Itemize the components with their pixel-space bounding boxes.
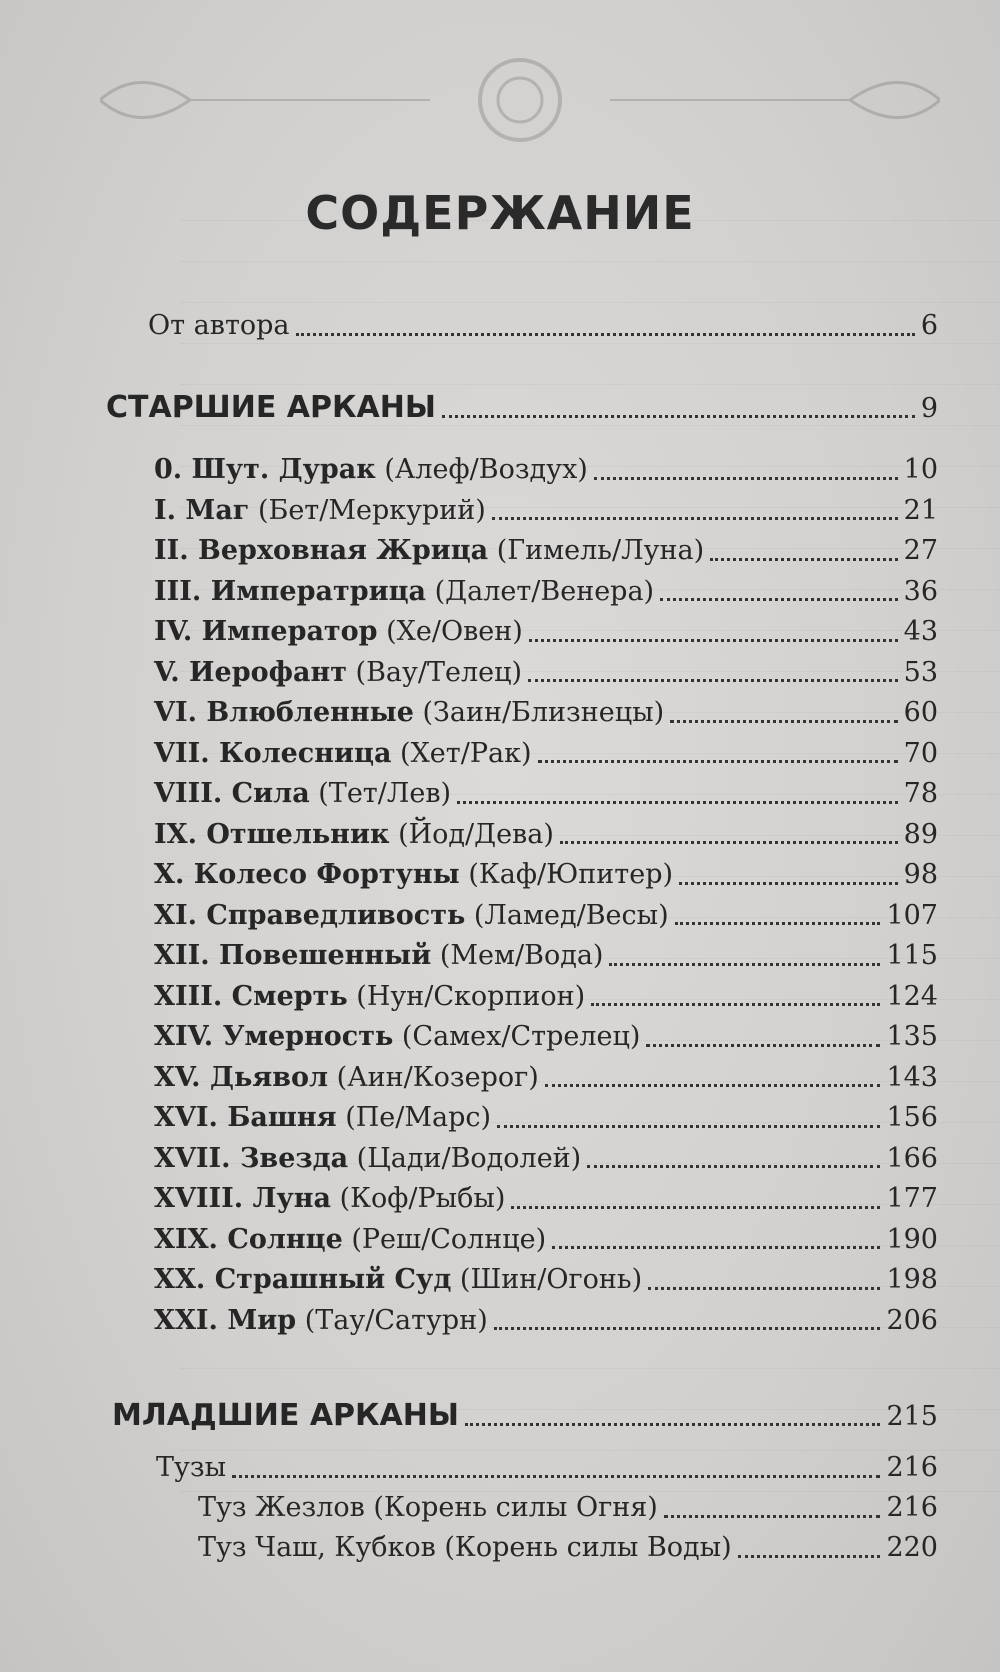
toc-entry-label: Туз Жезлов (Корень силы Огня) [198,1492,658,1523]
arcana-correspondence: (Йод/Дева) [389,818,554,850]
toc-entry-major-arcana [154,533,938,569]
toc-entry-label [154,938,603,974]
toc-entry-label [154,655,522,691]
leader-dots [538,760,898,763]
toc-entry-major-arcana [154,1303,938,1339]
toc-page-number: 216 [886,1452,938,1483]
leader-dots [494,1327,881,1330]
arcana-correspondence: (Коф/Рыбы) [331,1183,506,1214]
toc-entry-label [154,533,704,569]
toc-page-number: 190 [886,1223,938,1255]
page-title: СОДЕРЖАНИЕ [305,186,695,240]
toc-page-number: 198 [886,1264,938,1295]
toc-entry-label [154,1262,642,1298]
arcana-name: I. Маг [154,494,250,526]
toc-page-number: 220 [886,1532,938,1563]
toc-page-number: 215 [886,1401,938,1432]
leader-dots [648,1287,880,1290]
header-ornament-icon [100,55,940,145]
toc-entry-major-arcana [154,979,938,1015]
arcana-correspondence: (Гимель/Луна) [488,535,705,566]
leader-dots [529,639,898,642]
toc-entry-label [154,776,451,812]
arcana-correspondence: (Цади/Водолей) [348,1142,582,1174]
arcana-name: XIV. Умерность [154,1021,394,1052]
arcana-name: X. Колесо Фортуны [154,859,460,890]
toc-page-number: 115 [886,940,938,971]
leader-dots [465,1423,881,1426]
leader-dots [609,963,880,966]
toc-page-number: 166 [886,1142,938,1174]
toc-entry-label [154,452,588,488]
toc-entry-label [154,1100,491,1136]
toc-page-number: 206 [886,1304,938,1336]
toc-entry-label [154,614,523,650]
arcana-correspondence: (Вау/Телец) [346,656,523,688]
toc-page-number: 10 [903,454,938,485]
arcana-correspondence: (Нун/Скорпион) [347,980,586,1012]
toc-page-number: 60 [903,697,938,728]
toc-entry-label: Туз Чаш, Кубков (Корень силы Воды) [198,1532,732,1563]
arcana-name: 0. Шут. Дурак [154,454,376,485]
toc-entry-major-arcana [154,614,938,650]
toc-entry-label [154,1141,581,1177]
toc-page-number: 216 [886,1492,938,1523]
toc-page-number: 53 [903,656,938,688]
toc-entry-major-arcana [154,736,938,772]
leader-dots [552,1246,880,1249]
arcana-correspondence: (Ламед/Весы) [465,899,669,931]
toc-entry-label [154,1019,640,1055]
toc-entry-major-arcana [154,1141,938,1177]
toc-entry-major-arcana [154,898,938,934]
toc-page-number: 70 [903,737,938,769]
arcana-correspondence: (Бет/Меркурий) [249,494,486,526]
arcana-name: IX. Отшельник [154,818,390,850]
toc-page-number: 27 [903,535,938,566]
arcana-name: II. Верховная Жрица [154,535,489,566]
arcana-correspondence: (Аин/Козерог) [328,1061,539,1093]
leader-dots [664,1515,881,1518]
arcana-name: XV. Дьявол [154,1061,329,1093]
leader-dots [457,801,898,804]
toc-entry-major-arcana [154,1222,938,1258]
toc-page-number: 135 [886,1021,938,1052]
leader-dots [497,1125,880,1128]
toc-page-number: 143 [886,1061,938,1093]
leader-dots [591,1003,880,1006]
section-heading: МЛАДШИЕ АРКАНЫ [112,1398,459,1433]
section-heading: СТАРШИЕ АРКАНЫ [106,390,436,425]
leader-dots [545,1084,881,1087]
arcana-name: XVIII. Луна [154,1183,332,1214]
toc-entry-label: От автора [148,310,290,341]
arcana-name: XXI. Мир [154,1304,297,1336]
arcana-name: XIX. Солнце [154,1223,343,1255]
toc-entry-label [154,898,669,934]
arcana-correspondence: (Мем/Вода) [431,940,604,971]
leader-dots [442,415,915,418]
arcana-name: XVI. Башня [154,1102,337,1133]
arcana-name: XII. Повешенный [154,940,432,971]
toc-section-minor-arcana [112,1398,938,1435]
arcana-name: V. Иерофант [154,656,347,688]
toc-entry-major-arcana [154,1060,938,1096]
leader-dots [660,598,898,601]
leader-dots [679,882,898,885]
toc-entry-major-arcana [154,452,938,488]
toc-section-major-arcana [106,390,938,427]
toc-entry-ace-cups [198,1530,938,1566]
arcana-name: III. Императрица [154,575,427,607]
leader-dots [528,679,898,682]
leader-dots [492,517,898,520]
toc-entry-major-arcana [154,655,938,691]
leader-dots [738,1555,881,1558]
arcana-correspondence: (Тет/Лев) [309,778,452,809]
toc-entry-major-arcana [154,1181,938,1217]
toc-entry-label [154,857,673,893]
leader-dots [710,558,897,561]
leader-dots [560,841,898,844]
arcana-correspondence: (Тау/Сатурн) [296,1304,488,1336]
arcana-correspondence: (Реш/Солнце) [342,1223,547,1255]
leader-dots [296,333,915,336]
toc-entry-major-arcana [154,938,938,974]
arcana-correspondence: (Хе/Овен) [377,616,523,647]
toc-page-number: 98 [903,859,938,890]
arcana-correspondence: (Алеф/Воздух) [375,454,588,485]
leader-dots [670,720,898,723]
toc-entry-major-arcana [154,1100,938,1136]
toc-entry-major-arcana [154,776,938,812]
toc-entry-major-arcana [154,857,938,893]
toc-page-number: 156 [886,1102,938,1133]
arcana-name: XI. Справедливость [154,899,466,931]
toc-entry-label [154,1222,546,1258]
leader-dots [594,477,898,480]
arcana-correspondence: (Заин/Близнецы) [413,697,665,728]
toc-entry-major-arcana [154,817,938,853]
arcana-correspondence: (Самех/Стрелец) [393,1021,641,1052]
toc-entry-ace-wands [198,1490,938,1526]
toc-entry-label [154,1181,505,1217]
toc-entry-label [154,695,664,731]
toc-entry-author-note [148,308,938,344]
toc-entry-aces [156,1450,938,1486]
toc-entry-major-arcana [154,1019,938,1055]
toc-page-number: 6 [920,310,938,341]
toc-entry-label [154,1303,488,1339]
leader-dots [232,1475,880,1478]
toc-page-number: 21 [903,494,938,526]
toc-page-number: 78 [903,778,938,809]
arcana-correspondence: (Каф/Юпитер) [459,859,674,890]
arcana-name: XVII. Звезда [154,1142,349,1174]
toc-entry-label [154,493,486,529]
leader-dots [646,1044,880,1047]
toc-entry-label [154,574,654,610]
arcana-name: VIII. Сила [154,778,310,809]
leader-dots [675,922,881,925]
arcana-correspondence: (Далет/Венера) [426,575,655,607]
toc-page-number: 36 [903,575,938,607]
arcana-correspondence: (Хет/Рак) [391,737,532,769]
toc-entry-label [154,736,532,772]
toc-entry-label [154,979,585,1015]
toc-entry-label [154,1060,539,1096]
toc-entry-label [154,817,554,853]
arcana-correspondence: (Шин/Огонь) [451,1264,643,1295]
arcana-name: XX. Страшный Суд [154,1264,452,1295]
leader-dots [511,1206,880,1209]
arcana-name: VII. Колесница [154,737,392,769]
toc-page-number: 43 [903,616,938,647]
arcana-name: IV. Император [154,616,378,647]
toc-page-number: 9 [920,393,938,424]
toc-entry-major-arcana [154,493,938,529]
toc-page-number: 124 [886,980,938,1012]
toc-page-number: 107 [886,899,938,931]
arcana-name: VI. Влюбленные [154,697,414,728]
toc-page-number: 89 [903,818,938,850]
toc-entry-major-arcana [154,574,938,610]
toc-entry-label: Тузы [156,1452,227,1483]
arcana-correspondence: (Пе/Марс) [336,1102,492,1133]
toc-entry-major-arcana [154,1262,938,1298]
arcana-name: XIII. Смерть [154,980,348,1012]
leader-dots [587,1165,880,1168]
toc-entry-major-arcana [154,695,938,731]
toc-page-number: 177 [886,1183,938,1214]
